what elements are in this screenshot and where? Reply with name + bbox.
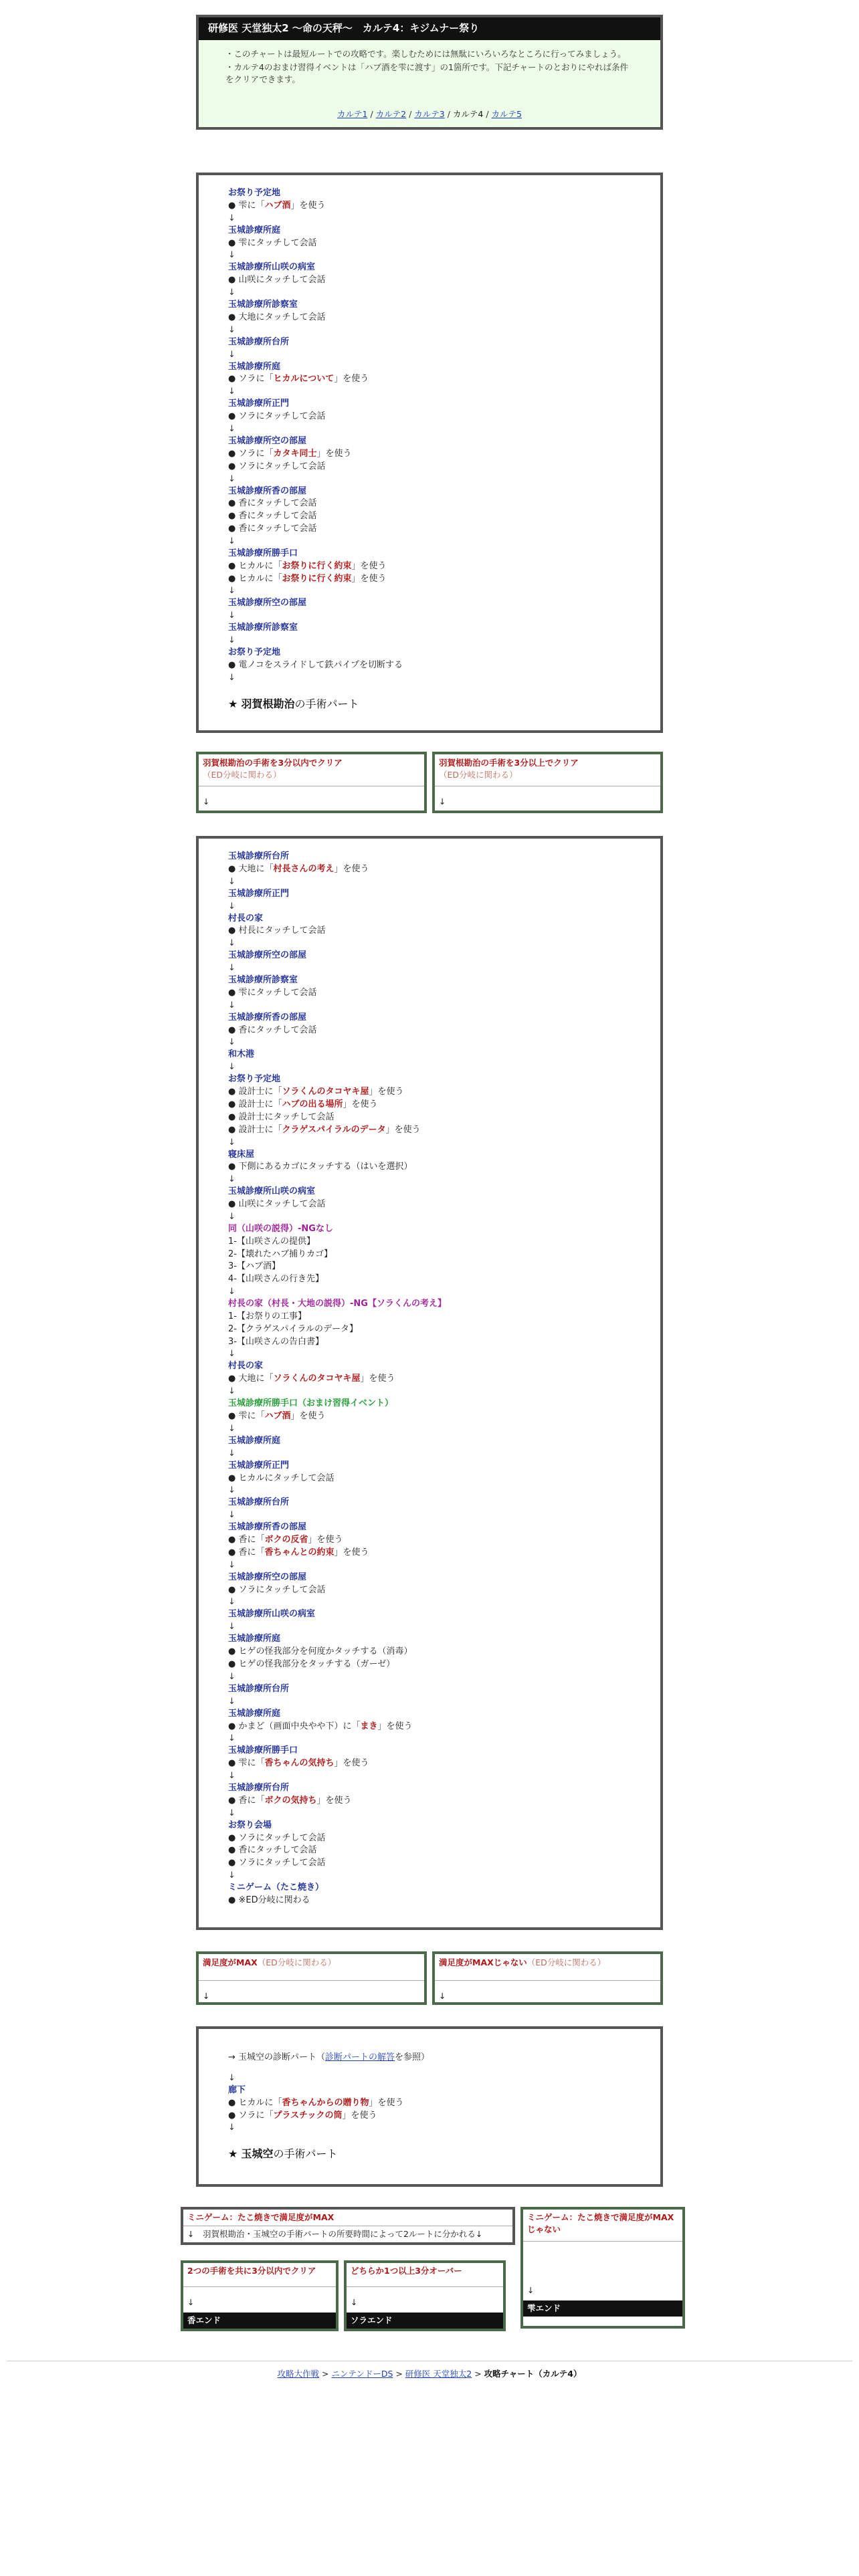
flow-arrow: ↓ — [228, 288, 235, 298]
action-text: 」を使う — [342, 2110, 377, 2121]
action-step — [228, 1895, 631, 1907]
flow-steps — [228, 187, 631, 684]
branch-slow — [432, 752, 663, 813]
action-step — [228, 2097, 631, 2110]
action-step — [228, 1646, 631, 1658]
branch-fast — [196, 752, 427, 813]
item-name: ハブ酒 — [264, 1411, 291, 1421]
nav-link-karte5[interactable]: カルテ5 — [491, 109, 522, 120]
action-step — [228, 1249, 631, 1261]
branch-not-max — [432, 1951, 663, 2005]
nav-current-karte4: カルテ4 — [452, 109, 484, 120]
action-text: 3-【ハブ酒】 — [228, 1261, 280, 1272]
action-step — [228, 573, 631, 586]
flow-arrow: ↓ — [228, 938, 235, 949]
branch-title: 羽賀根勘治の手術を3分以内でクリア — [203, 758, 343, 768]
action-text: 」を使う — [308, 1535, 343, 1545]
action-text: ● 設計士に「 — [228, 1099, 282, 1109]
action-text: ● ヒゲの怪我部分をタッチする（ガーゼ） — [228, 1658, 395, 1669]
action-step — [228, 1124, 631, 1137]
bonus-event-step: 玉城診療所勝手口（おまけ習得イベント） — [228, 1398, 394, 1409]
action-step — [228, 1658, 631, 1671]
item-name: お祭りに行く約束 — [282, 573, 352, 584]
breadcrumb-current: 攻略チャート（カルテ4） — [484, 2369, 582, 2379]
action-text: ● ソラにタッチして会話 — [228, 1832, 326, 1843]
action-step — [228, 200, 631, 213]
action-step — [228, 1534, 631, 1547]
action-step — [228, 560, 631, 573]
branch-arrow: ↓ — [203, 796, 210, 807]
branch-row-2 — [196, 1951, 663, 2005]
flow-arrow: ↓ — [228, 1386, 235, 1397]
action-step — [228, 925, 631, 938]
flow-steps — [228, 2072, 631, 2135]
action-text: 1-【山咲さんの提供】 — [228, 1236, 315, 1247]
action-text: ● 雫に「 — [228, 1758, 265, 1769]
flow-arrow: ↓ — [228, 423, 235, 434]
action-text: ● 香にタッチして会話 — [228, 1025, 317, 1035]
action-text: ● ヒカルにタッチして会話 — [228, 1473, 335, 1483]
location-step: 玉城診療所庭 — [228, 225, 281, 235]
action-text: ● 村長にタッチして会話 — [228, 926, 326, 936]
ending-shizuku-box — [520, 2207, 685, 2329]
location-step: 玉城診療所台所 — [228, 1497, 290, 1508]
flow-arrow: ↓ — [228, 349, 235, 360]
location-step: 寝床屋 — [228, 1149, 255, 1160]
breadcrumb-link-game[interactable]: 研修医 天堂独太2 — [405, 2369, 472, 2379]
location-step: 玉城診療所診察室 — [228, 300, 298, 310]
action-text: ● 山咲にタッチして会話 — [228, 275, 326, 286]
ref-text: を参照） — [395, 2052, 430, 2062]
branch-row-1 — [196, 752, 663, 813]
action-text: ● 電ノコをスライドして鉄パイプを切断する — [228, 659, 403, 670]
flow-arrow: ↓ — [228, 1771, 235, 1782]
item-name: 村長さんの考え — [273, 863, 335, 874]
location-step: 玉城診療所山咲の病室 — [228, 1609, 316, 1620]
action-step — [228, 411, 631, 423]
action-text: 」を使う — [351, 573, 387, 584]
action-text: 」を使う — [334, 863, 369, 874]
action-step — [228, 1721, 631, 1733]
action-text: 」を使う — [290, 200, 326, 211]
action-text: ● ソラに「 — [228, 374, 274, 385]
breadcrumb-sep: > — [472, 2369, 484, 2379]
item-name: まき — [360, 1721, 378, 1731]
action-text: ● ソラにタッチして会話 — [228, 1584, 326, 1595]
item-name: ボクの反省 — [264, 1535, 308, 1545]
location-step: 玉城診療所空の部屋 — [228, 435, 307, 446]
action-text: ● 山咲にタッチして会話 — [228, 1199, 326, 1210]
persuade-step: 村長の家（村長・大地の説得）-NG【ソラくんの考え】 — [228, 1299, 446, 1309]
part-suffix: の手術パート — [294, 697, 359, 710]
breadcrumb-sep: > — [393, 2369, 405, 2379]
action-step — [228, 510, 631, 523]
action-text: 」を使う — [369, 1087, 404, 1097]
action-text: 」を使う — [343, 1099, 378, 1109]
flow-arrow: ↓ — [228, 1037, 235, 1048]
action-text: ● 雫にタッチして会話 — [228, 237, 317, 248]
flow-arrow: ↓ — [228, 1671, 235, 1682]
item-name: ソラくんのタコヤキ屋 — [282, 1087, 369, 1097]
action-text: ● ソラにタッチして会話 — [228, 461, 326, 471]
patient-name: 玉城空 — [241, 2147, 274, 2161]
action-text: 」を使う — [316, 448, 352, 459]
flow-arrow: ↓ — [228, 876, 235, 887]
branch-title: 羽賀根勘治の手術を3分以上でクリア — [439, 758, 579, 768]
flow-arrow: ↓ — [228, 1211, 235, 1222]
flow-arrow: ↓ — [228, 1808, 235, 1818]
flow-arrow: ↓ — [228, 1000, 235, 1010]
branch-header — [199, 1954, 424, 1981]
item-name: ヒカルについて — [273, 374, 335, 385]
breadcrumb-link-ds[interactable]: ニンテンドーDS — [331, 2369, 393, 2379]
location-step: 玉城診療所山咲の病室 — [228, 1186, 316, 1197]
item-name: クラゲスパイラルのデータ — [282, 1124, 386, 1135]
item-name: ハブの出る場所 — [282, 1099, 343, 1109]
item-name: プラスチックの筒 — [273, 2110, 343, 2121]
action-step — [228, 863, 631, 876]
action-step — [228, 237, 631, 250]
ending-name: 雫エンド — [523, 2300, 682, 2317]
branch-arrow: ↓ — [203, 1991, 210, 2001]
item-name: 香ちゃんとの約束 — [264, 1547, 335, 1558]
action-step — [228, 1832, 631, 1845]
flow-arrow: ↓ — [228, 1560, 235, 1570]
flow-arrow: ↓ — [228, 586, 235, 597]
ending-sora-box — [344, 2260, 506, 2331]
action-step — [228, 1410, 631, 1423]
location-step: 玉城診療所庭 — [228, 1435, 281, 1446]
flow-arrow: ↓ — [228, 901, 235, 911]
action-text: ● 設計士に「 — [228, 1124, 282, 1135]
action-text: ● 香に「 — [228, 1795, 265, 1806]
flow-arrow: ↓ — [228, 1174, 235, 1185]
action-step — [228, 461, 631, 473]
intro-panel — [199, 40, 660, 128]
action-text: ● ソラにタッチして会話 — [228, 1858, 326, 1868]
action-text: ● ヒゲの怪我部分を何度かタッチする（消毒） — [228, 1646, 413, 1657]
action-step — [228, 1161, 631, 1174]
location-step: 廊下 — [228, 2084, 246, 2095]
header-box — [196, 15, 663, 130]
ref-text: → 玉城空の診断パート（ — [228, 2052, 326, 2062]
action-text: 3-【山咲さんの告白書】 — [228, 1336, 324, 1347]
location-step: 玉城診療所庭 — [228, 361, 281, 372]
action-step — [228, 1323, 631, 1336]
location-step: 玉城診療所正門 — [228, 1460, 290, 1471]
surgery-part-heading: ★ 羽賀根勘治の手術パート — [228, 697, 359, 710]
action-text: ● ソラに「 — [228, 448, 274, 459]
branch-arrow: ↓ — [439, 1991, 446, 2001]
intro-line: ・カルテ4のおまけ習得イベントは「ハブ酒を雫に渡す」の1箇所です。下記チャートのとおりにやれば条件をクリアできます。 — [225, 62, 629, 84]
branch-note: （ED分岐に関わる） — [257, 1957, 337, 1967]
location-step: 玉城診療所庭 — [228, 1708, 281, 1719]
persuade-step: 同（山咲の説得）-NGなし — [228, 1223, 333, 1234]
location-step: 和木港 — [228, 1049, 255, 1060]
item-name: カタキ同士 — [273, 448, 317, 459]
branch-title: 満足度がMAX — [203, 1957, 258, 1967]
breadcrumb-link-home[interactable]: 攻略大作戦 — [277, 2369, 320, 2379]
nav-sep: / — [367, 109, 376, 120]
location-step: 玉城診療所山咲の病室 — [228, 262, 316, 273]
action-step — [228, 1311, 631, 1323]
breadcrumb — [7, 2361, 852, 2380]
action-text: ● 雫に「 — [228, 200, 265, 211]
chart-section-2 — [196, 836, 663, 1930]
ending-max-box — [181, 2207, 515, 2245]
action-text: ● ヒカルに「 — [228, 560, 282, 571]
nav-sep: / — [406, 109, 415, 120]
chart-section-1 — [196, 173, 663, 733]
branch-max — [196, 1951, 427, 2005]
action-text: 」を使う — [369, 2097, 404, 2108]
flow-arrow: ↓ — [228, 963, 235, 974]
flow-arrow: ↓ — [228, 1423, 235, 1434]
part-suffix: の手術パート — [273, 2147, 338, 2161]
action-step — [228, 987, 631, 1000]
ending-arrow: ↓ — [527, 2285, 535, 2295]
action-text: ● かまど（画面中央やや下）に「 — [228, 1721, 361, 1731]
flow-steps — [228, 851, 631, 1907]
location-step: 玉城診療所台所 — [228, 1683, 290, 1694]
flow-arrow: ↓ — [228, 1622, 235, 1632]
diagnosis-answer-link[interactable]: 診断パートの解答 — [325, 2052, 395, 2062]
action-text: 」を使う — [377, 1721, 413, 1731]
action-text: ● ソラにタッチして会話 — [228, 411, 326, 422]
action-text: ● ヒカルに「 — [228, 573, 282, 584]
action-step — [228, 1273, 631, 1286]
action-step — [228, 448, 631, 461]
item-name: お祭りに行く約束 — [282, 560, 352, 571]
flow-arrow: ↓ — [228, 1137, 235, 1148]
action-text: 2-【クラゲスパイラルのデータ】 — [228, 1323, 359, 1334]
action-text: 2-【壊れたハブ捕りカゴ】 — [228, 1249, 332, 1259]
item-name: 香ちゃんの気持ち — [264, 1758, 335, 1769]
action-text: ● 香にタッチして会話 — [228, 524, 317, 534]
ending-title: ミニゲーム：たこ焼きで満足度がMAX — [183, 2210, 512, 2226]
ending-kaori-box — [181, 2260, 339, 2331]
ending-arrow: ↓ — [351, 2297, 358, 2307]
action-step — [228, 1757, 631, 1770]
location-step: 玉城診療所香の部屋 — [228, 1522, 307, 1533]
action-step — [228, 1236, 631, 1249]
location-step: 玉城診療所診察室 — [228, 623, 298, 633]
action-text: ● ヒカルに「 — [228, 2097, 282, 2108]
action-text: ● 大地に「 — [228, 1374, 274, 1384]
location-step: 玉城診療所台所 — [228, 336, 290, 347]
location-step: 玉城診療所香の部屋 — [228, 1012, 307, 1023]
flow-arrow: ↓ — [228, 473, 235, 484]
action-step — [228, 1336, 631, 1349]
nav-link-karte1[interactable]: カルテ1 — [337, 109, 368, 120]
action-step — [228, 1795, 631, 1808]
flow-arrow: ↓ — [228, 1510, 235, 1521]
action-text: ● 香にタッチして会話 — [228, 511, 317, 522]
flow-arrow: ↓ — [228, 672, 235, 683]
location-step: ミニゲーム（たこ焼き） — [228, 1883, 324, 1893]
nav-link-karte3[interactable]: カルテ3 — [414, 109, 445, 120]
flow-arrow: ↓ — [228, 611, 235, 621]
action-text: ● 香にタッチして会話 — [228, 498, 317, 509]
action-text: ● 香に「 — [228, 1535, 265, 1545]
branch-arrow: ↓ — [439, 796, 446, 807]
action-text: 」を使う — [316, 1795, 352, 1806]
action-text: ● 香にタッチして会話 — [228, 1845, 317, 1856]
ending-name: 香エンド — [183, 2313, 336, 2329]
action-step — [228, 659, 631, 672]
nav-sep: / — [483, 109, 492, 120]
location-step: 玉城診療所香の部屋 — [228, 486, 307, 496]
branch-note: （ED分岐に関わる） — [527, 1957, 606, 1967]
flow-arrow: ↓ — [228, 2072, 235, 2083]
action-step — [228, 312, 631, 324]
action-text: ● ソラに「 — [228, 2110, 274, 2121]
action-step — [228, 1111, 631, 1124]
ending-title: ミニゲーム：たこ焼きで満足度がMAXじゃない — [523, 2210, 682, 2242]
flow-arrow: ↓ — [228, 1597, 235, 1608]
location-step: 村長の家 — [228, 913, 264, 924]
location-step: お祭り予定地 — [228, 1074, 281, 1085]
action-text: 」を使う — [334, 1547, 369, 1558]
item-name: ソラくんのタコヤキ屋 — [273, 1374, 361, 1384]
chart-section-3 — [196, 2026, 663, 2187]
location-step: 玉城診療所台所 — [228, 1783, 290, 1794]
diagnosis-ref — [228, 2052, 631, 2064]
flow-arrow: ↓ — [228, 1870, 235, 1881]
location-step: 玉城診療所正門 — [228, 399, 290, 409]
branch-title: 満足度がMAXじゃない — [439, 1957, 527, 1967]
action-step — [228, 1584, 631, 1597]
location-step: 玉城診療所診察室 — [228, 975, 298, 986]
action-text: ● ※ED分岐に関わる — [228, 1895, 310, 1905]
ending-condition: どちらか1つ以上3分オーバー — [347, 2263, 503, 2287]
action-text: ● 大地に「 — [228, 863, 274, 874]
action-text: 」を使う — [334, 374, 369, 385]
action-text: ● 下側にあるカゴにタッチする（はいを選択） — [228, 1162, 413, 1172]
action-text: ● 大地にタッチして会話 — [228, 312, 326, 322]
action-step — [228, 1473, 631, 1485]
breadcrumb-sep: > — [319, 2369, 332, 2379]
location-step: 村長の家 — [228, 1361, 264, 1372]
flow-arrow: ↓ — [228, 2123, 235, 2133]
chart-nav — [225, 108, 634, 120]
action-text: ● 設計士にタッチして会話 — [228, 1111, 335, 1122]
branch-header — [435, 1954, 660, 1981]
surgery-part-heading: ★ 玉城空の手術パート — [228, 2147, 338, 2161]
action-text: 4-【山咲さんの行き先】 — [228, 1274, 324, 1285]
location-step: 玉城診療所空の部屋 — [228, 1572, 307, 1582]
flow-arrow: ↓ — [228, 1485, 235, 1496]
action-text: 」を使う — [351, 560, 387, 571]
location-step: 玉城診療所台所 — [228, 851, 290, 861]
action-step — [228, 1198, 631, 1211]
action-step — [228, 1025, 631, 1037]
flow-arrow: ↓ — [228, 213, 235, 223]
location-step: お祭り予定地 — [228, 188, 281, 198]
action-step — [228, 523, 631, 536]
action-step — [228, 2110, 631, 2123]
page-title: 研修医 天堂独太2 〜命の天秤〜 カルテ4：キジムナー祭り — [199, 17, 660, 40]
action-text: 」を使う — [334, 1758, 369, 1769]
branch-header — [435, 754, 660, 786]
nav-link-karte2[interactable]: カルテ2 — [375, 109, 407, 120]
action-step — [228, 1261, 631, 1273]
location-step: お祭り会場 — [228, 1820, 272, 1830]
intro-line: ・このチャートは最短ルートでの攻略です。楽しむためには無駄にいろいろなところに行ってみましょう。 — [225, 48, 626, 59]
ending-name: ソラエンド — [347, 2313, 503, 2329]
flow-arrow: ↓ — [228, 1696, 235, 1707]
location-step: 玉城診療所空の部屋 — [228, 950, 307, 961]
patient-name: 羽賀根勘治 — [241, 697, 295, 710]
item-name: 香ちゃんからの贈り物 — [282, 2097, 369, 2108]
flow-arrow: ↓ — [228, 324, 235, 335]
nav-sep: / — [444, 109, 453, 120]
location-step: 玉城診療所庭 — [228, 1634, 281, 1644]
location-step: 玉城診療所勝手口 — [228, 548, 298, 558]
action-step — [228, 1844, 631, 1857]
ending-condition: 2つの手術を共に3分以内でクリア — [183, 2263, 336, 2287]
action-text: ● 設計士に「 — [228, 1087, 282, 1097]
branch-header — [199, 754, 424, 786]
flow-arrow: ↓ — [228, 250, 235, 261]
flow-arrow: ↓ — [228, 1349, 235, 1360]
action-step — [228, 1547, 631, 1560]
action-step — [228, 1857, 631, 1870]
action-text: ● 香に「 — [228, 1547, 265, 1558]
ending-note: ↓ 羽賀根勘治・玉城空の手術パートの所要時間によって2ルートに分かれる↓ — [187, 2229, 483, 2240]
action-step — [228, 1373, 631, 1386]
action-step — [228, 1086, 631, 1099]
item-name: ハブ酒 — [264, 200, 291, 211]
branch-note: （ED分岐に関わる） — [203, 770, 282, 780]
flow-arrow: ↓ — [228, 1062, 235, 1073]
action-step — [228, 373, 631, 386]
flow-arrow: ↓ — [228, 635, 235, 646]
flow-arrow: ↓ — [228, 1287, 235, 1297]
ending-arrow: ↓ — [187, 2297, 195, 2307]
location-step: 玉城診療所正門 — [228, 888, 290, 899]
action-step — [228, 1099, 631, 1111]
item-name: ボクの気持ち — [264, 1795, 317, 1806]
location-step: 玉城診療所空の部屋 — [228, 598, 307, 609]
action-step — [228, 274, 631, 287]
action-text: ● 雫に「 — [228, 1411, 265, 1421]
action-text: 」を使う — [385, 1124, 421, 1135]
flow-arrow: ↓ — [228, 1448, 235, 1459]
location-step: お祭り予定地 — [228, 647, 281, 658]
action-text: ● 雫にタッチして会話 — [228, 987, 317, 998]
flow-arrow: ↓ — [228, 387, 235, 397]
flow-arrow: ↓ — [228, 536, 235, 546]
flow-arrow: ↓ — [228, 1733, 235, 1744]
branch-note: （ED分岐に関わる） — [439, 770, 518, 780]
action-text: 」を使う — [360, 1374, 395, 1384]
location-step: 玉城診療所勝手口 — [228, 1745, 298, 1756]
action-text: 」を使う — [290, 1411, 326, 1421]
action-step — [228, 498, 631, 510]
action-text: 1-【お祭りの工事】 — [228, 1311, 306, 1321]
